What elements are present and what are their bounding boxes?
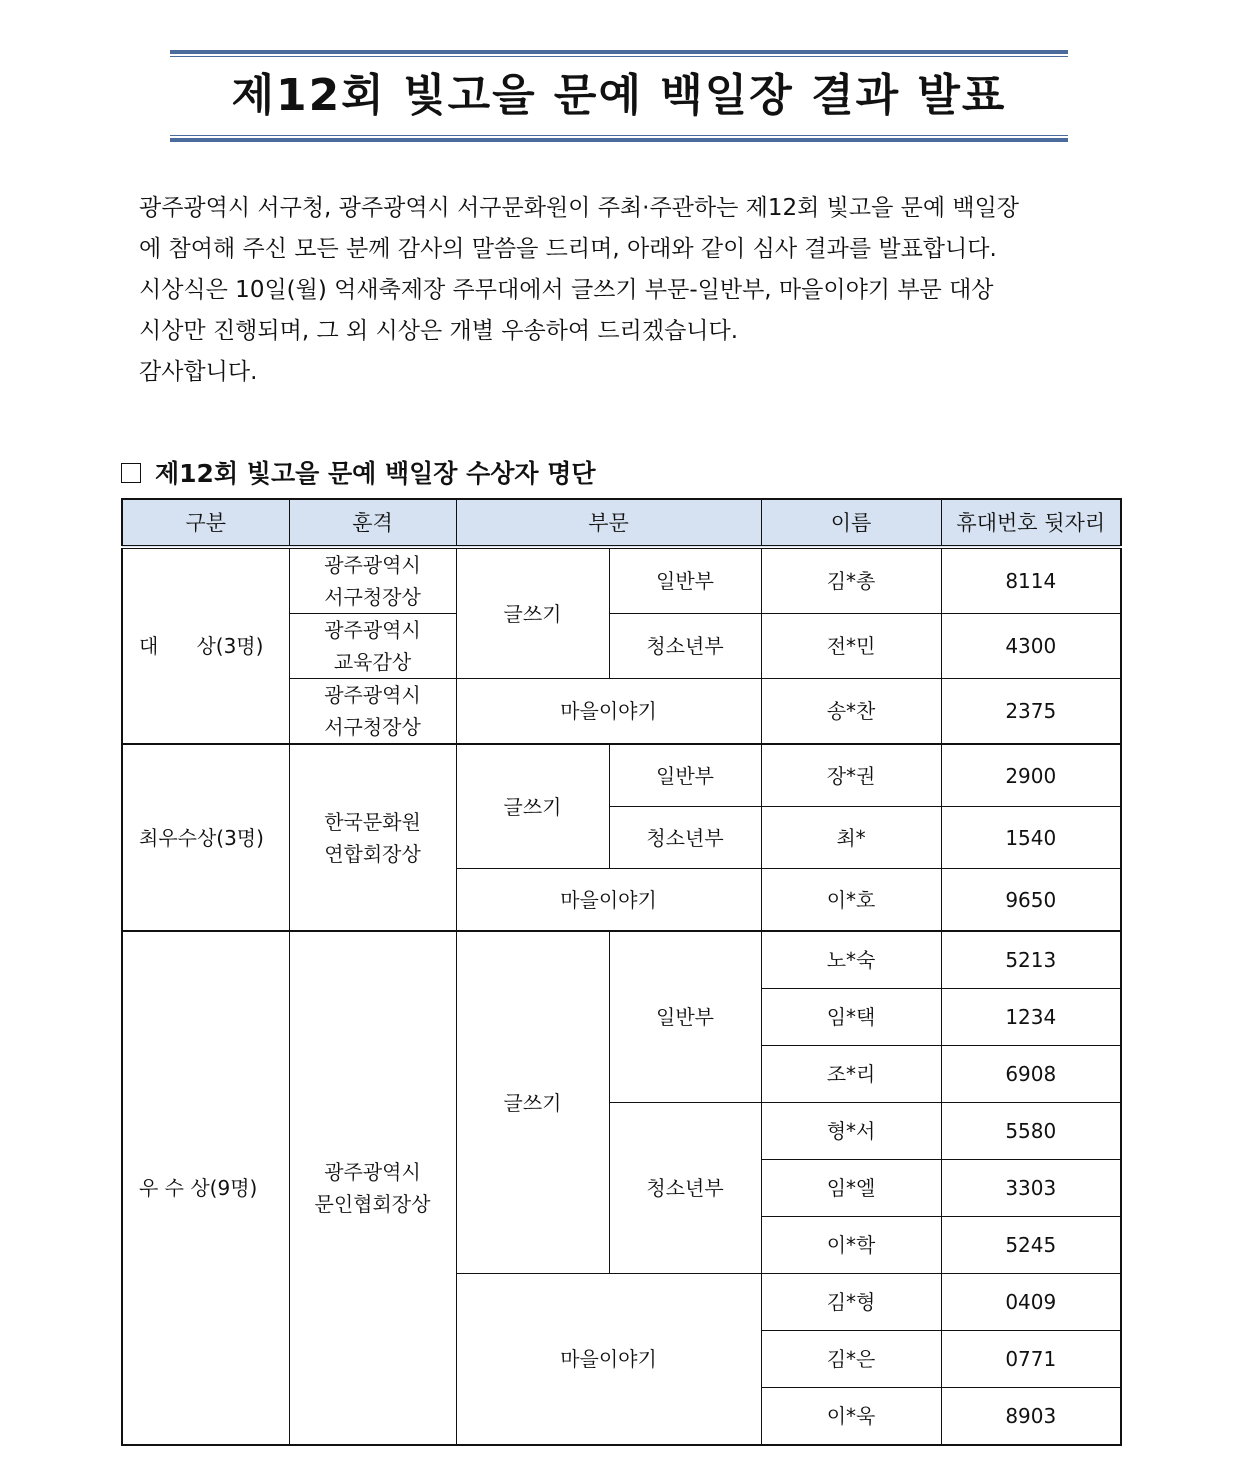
division-writing: 글쓰기 [456,931,609,1274]
page-title: 제12회 빛고을 문예 백일장 결과 발표 [231,70,1007,121]
intro-line: 감사합니다. [139,359,258,385]
intro-paragraph [139,188,1102,393]
division-writing: 글쓰기 [456,744,609,869]
winner-name: 김*형 [761,1274,941,1331]
winner-name: 임*엘 [761,1160,941,1217]
winner-phone: 1234 [941,989,1121,1046]
title-banner [170,50,1068,142]
winner-phone: 5580 [941,1103,1121,1160]
honor-cell [289,614,456,679]
winner-name: 전*민 [761,614,941,679]
header-phone: 휴대번호 뒷자리 [941,499,1121,547]
checkbox-square-icon [121,463,141,483]
category-merit: 우 수 상(9명) [122,931,289,1445]
honor-line: 연합회장상 [324,841,421,866]
division-village: 마을이야기 [456,869,761,932]
intro-line: 시상만 진행되며, 그 외 시상은 개별 우송하여 드리겠습니다. [139,318,739,344]
table-row [122,744,1121,807]
winner-name: 김*은 [761,1331,941,1388]
honor-line: 교육감상 [333,650,412,674]
header-name: 이름 [761,499,941,547]
division-village: 마을이야기 [456,679,761,745]
winner-name: 형*서 [761,1103,941,1160]
category-excellent: 최우수상(3명) [122,744,289,931]
winners-table [121,498,1122,1446]
honor-line: 문인협회장상 [314,1192,431,1216]
winner-phone: 8114 [941,547,1121,614]
winner-phone: 5213 [941,931,1121,989]
division-village: 마을이야기 [456,1274,761,1446]
header-category: 구분 [122,499,289,547]
section-title: 제12회 빛고을 문예 백일장 수상자 명단 [155,459,596,488]
honor-line: 광주광역시 [324,683,421,707]
winner-name: 이*학 [761,1217,941,1274]
winner-name: 이*욱 [761,1388,941,1446]
winner-phone: 2900 [941,744,1121,807]
division-general: 일반부 [609,744,761,807]
division-youth: 청소년부 [609,807,761,869]
winner-phone: 2375 [941,679,1121,745]
honor-cell [289,679,456,745]
winner-phone: 1540 [941,807,1121,869]
title-bottom-rule [170,135,1068,142]
honor-line: 서구청장상 [324,715,421,739]
winner-name: 임*택 [761,989,941,1046]
winner-name: 송*찬 [761,679,941,745]
division-youth: 청소년부 [609,614,761,679]
winner-name: 김*총 [761,547,941,614]
intro-line: 에 참여해 주신 모든 분께 감사의 말씀을 드리며, 아래와 같이 심사 결과를 발표합니다. [139,236,997,262]
honor-line: 서구청장상 [324,585,421,609]
header-honor: 훈격 [289,499,456,547]
winner-phone: 8903 [941,1388,1121,1446]
section-heading [121,454,596,494]
table-row [122,931,1121,989]
winner-name: 최* [761,807,941,869]
category-grand: 대 상(3명) [122,547,289,744]
honor-line: 한국문화원 [324,809,421,834]
honor-line: 광주광역시 [324,553,421,577]
division-writing: 글쓰기 [456,547,609,679]
winner-phone: 4300 [941,614,1121,679]
winner-name: 조*리 [761,1046,941,1103]
table-header-row [122,499,1121,547]
title-top-rule [170,50,1068,57]
intro-line: 광주광역시 서구청, 광주광역시 서구문화원이 주최·주관하는 제12회 빛고을 문예 백일장 [139,195,1020,221]
honor-line: 광주광역시 [324,1160,421,1184]
division-general: 일반부 [609,547,761,614]
division-youth: 청소년부 [609,1103,761,1274]
winner-phone: 0409 [941,1274,1121,1331]
winner-phone: 5245 [941,1217,1121,1274]
division-general: 일반부 [609,931,761,1103]
winner-name: 이*호 [761,869,941,932]
honor-cell [289,744,456,931]
honor-cell [289,547,456,614]
header-division: 부문 [456,499,761,547]
winner-phone: 6908 [941,1046,1121,1103]
winner-phone: 3303 [941,1160,1121,1217]
honor-line: 광주광역시 [324,618,421,642]
winner-phone: 9650 [941,869,1121,932]
honor-cell [289,931,456,1445]
winner-name: 장*권 [761,744,941,807]
table-row [122,547,1121,614]
winner-name: 노*숙 [761,931,941,989]
winner-phone: 0771 [941,1331,1121,1388]
intro-line: 시상식은 10일(월) 억새축제장 주무대에서 글쓰기 부문-일반부, 마을이야기 부문 대상 [139,277,994,303]
